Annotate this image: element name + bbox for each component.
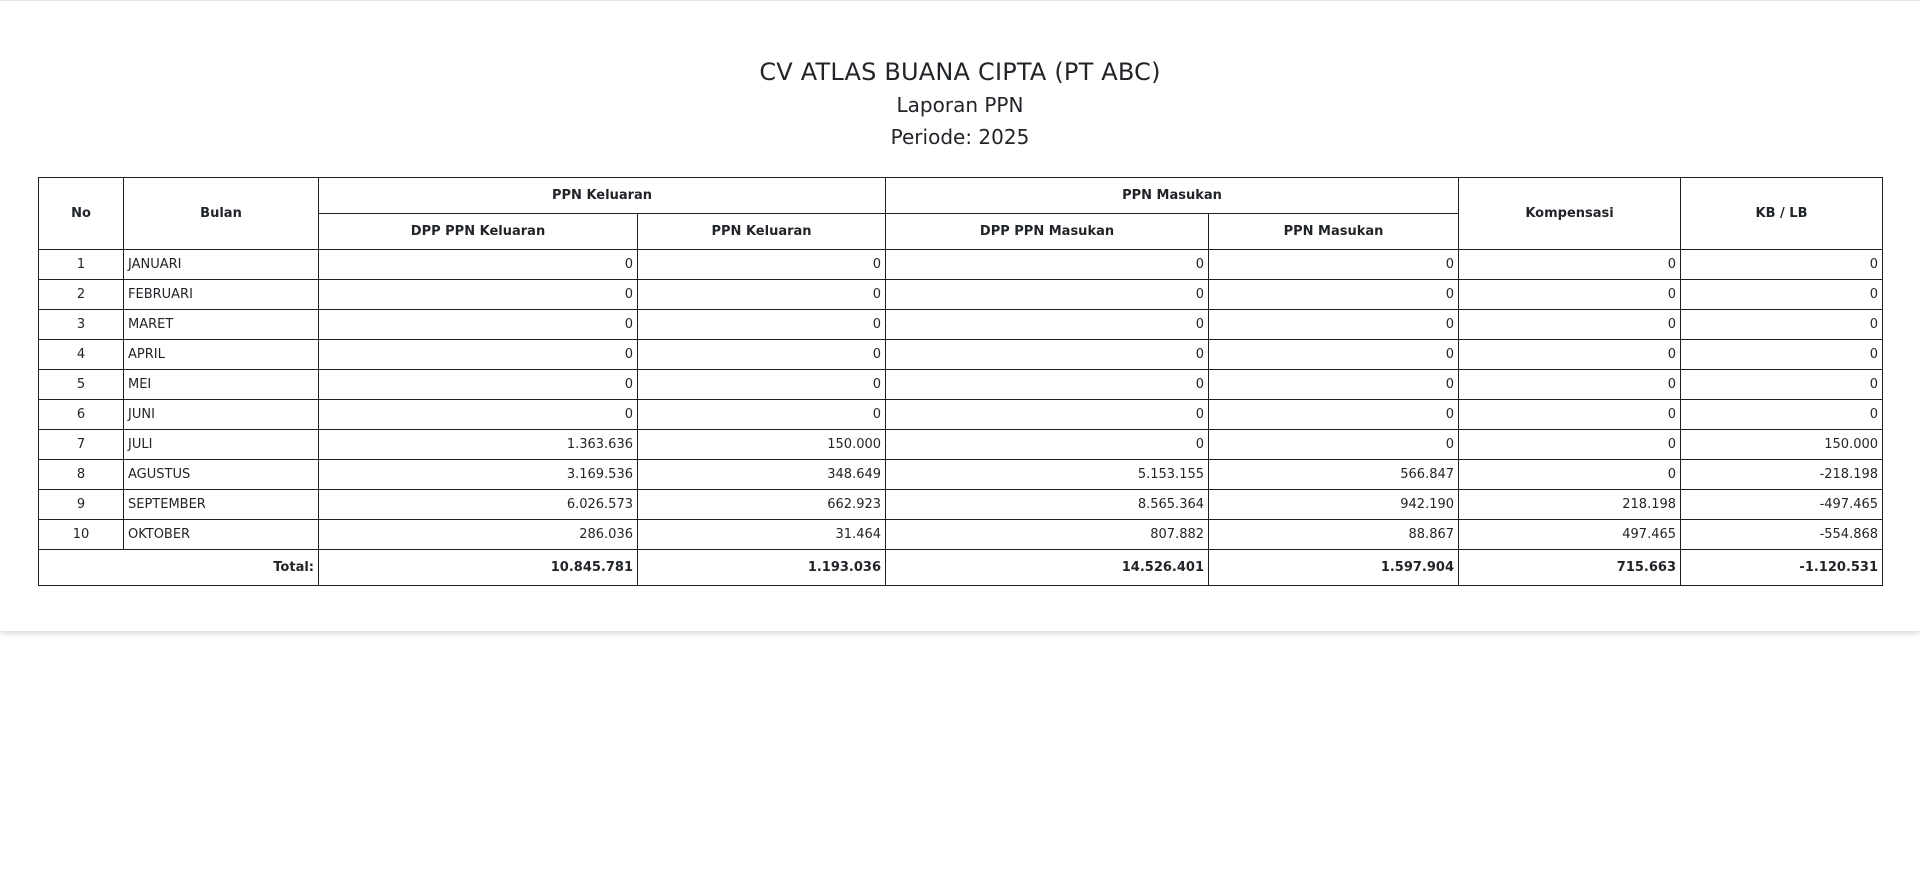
cell-kb-lb: 0 bbox=[1681, 310, 1883, 340]
header-dpp-ppn-masukan: DPP PPN Masukan bbox=[886, 214, 1209, 250]
cell-ppn-keluaran: 0 bbox=[638, 340, 886, 370]
cell-no: 6 bbox=[39, 400, 124, 430]
cell-ppn-masukan: 0 bbox=[1209, 250, 1459, 280]
cell-dpp-keluaran: 1.363.636 bbox=[319, 430, 638, 460]
header-ppn-masukan: PPN Masukan bbox=[1209, 214, 1459, 250]
cell-kompensasi: 0 bbox=[1459, 460, 1681, 490]
cell-kompensasi: 218.198 bbox=[1459, 490, 1681, 520]
cell-month: MEI bbox=[124, 370, 319, 400]
cell-dpp-masukan: 0 bbox=[886, 340, 1209, 370]
cell-dpp-keluaran: 0 bbox=[319, 400, 638, 430]
cell-ppn-keluaran: 662.923 bbox=[638, 490, 886, 520]
cell-dpp-keluaran: 0 bbox=[319, 370, 638, 400]
table-row bbox=[39, 310, 1883, 340]
cell-ppn-masukan: 0 bbox=[1209, 400, 1459, 430]
cell-month: AGUSTUS bbox=[124, 460, 319, 490]
cell-kb-lb: 0 bbox=[1681, 340, 1883, 370]
cell-month: JULI bbox=[124, 430, 319, 460]
cell-kb-lb: -218.198 bbox=[1681, 460, 1883, 490]
cell-ppn-masukan: 0 bbox=[1209, 310, 1459, 340]
cell-kb-lb: 0 bbox=[1681, 370, 1883, 400]
cell-month: SEPTEMBER bbox=[124, 490, 319, 520]
cell-ppn-masukan: 0 bbox=[1209, 430, 1459, 460]
cell-dpp-masukan: 0 bbox=[886, 430, 1209, 460]
total-dpp-keluaran: 10.845.781 bbox=[319, 550, 638, 586]
cell-ppn-keluaran: 0 bbox=[638, 310, 886, 340]
cell-ppn-masukan: 0 bbox=[1209, 280, 1459, 310]
cell-ppn-masukan: 566.847 bbox=[1209, 460, 1459, 490]
cell-kompensasi: 0 bbox=[1459, 340, 1681, 370]
header-ppn-keluaran: PPN Keluaran bbox=[638, 214, 886, 250]
cell-dpp-masukan: 0 bbox=[886, 400, 1209, 430]
cell-kompensasi: 0 bbox=[1459, 430, 1681, 460]
cell-ppn-masukan: 0 bbox=[1209, 370, 1459, 400]
table-head bbox=[39, 178, 1883, 250]
cell-kb-lb: 0 bbox=[1681, 250, 1883, 280]
report-title: Laporan PPN bbox=[896, 93, 1024, 117]
table-row bbox=[39, 490, 1883, 520]
cell-dpp-masukan: 0 bbox=[886, 250, 1209, 280]
table-row bbox=[39, 370, 1883, 400]
report-header bbox=[0, 1, 1920, 150]
cell-ppn-masukan: 0 bbox=[1209, 340, 1459, 370]
header-ppn-masukan-group: PPN Masukan bbox=[886, 178, 1459, 214]
cell-dpp-keluaran: 6.026.573 bbox=[319, 490, 638, 520]
table-row bbox=[39, 250, 1883, 280]
cell-kompensasi: 497.465 bbox=[1459, 520, 1681, 550]
cell-dpp-keluaran: 0 bbox=[319, 310, 638, 340]
table-body bbox=[39, 250, 1883, 550]
cell-month: MARET bbox=[124, 310, 319, 340]
total-label: Total: bbox=[39, 550, 319, 586]
total-row bbox=[39, 550, 1883, 586]
cell-kb-lb: -554.868 bbox=[1681, 520, 1883, 550]
cell-month: JANUARI bbox=[124, 250, 319, 280]
total-ppn-keluaran: 1.193.036 bbox=[638, 550, 886, 586]
cell-no: 1 bbox=[39, 250, 124, 280]
cell-kb-lb: 150.000 bbox=[1681, 430, 1883, 460]
cell-ppn-keluaran: 348.649 bbox=[638, 460, 886, 490]
table-row bbox=[39, 340, 1883, 370]
cell-no: 5 bbox=[39, 370, 124, 400]
company-title: CV ATLAS BUANA CIPTA (PT ABC) bbox=[759, 58, 1161, 86]
cell-ppn-keluaran: 31.464 bbox=[638, 520, 886, 550]
header-row-1 bbox=[39, 178, 1883, 214]
cell-dpp-masukan: 0 bbox=[886, 310, 1209, 340]
cell-no: 3 bbox=[39, 310, 124, 340]
report-period: Periode: 2025 bbox=[890, 125, 1030, 149]
total-kb-lb: -1.120.531 bbox=[1681, 550, 1883, 586]
cell-no: 7 bbox=[39, 430, 124, 460]
cell-month: OKTOBER bbox=[124, 520, 319, 550]
header-month: Bulan bbox=[124, 178, 319, 250]
cell-ppn-masukan: 88.867 bbox=[1209, 520, 1459, 550]
header-kompensasi: Kompensasi bbox=[1459, 178, 1681, 250]
cell-no: 10 bbox=[39, 520, 124, 550]
cell-dpp-masukan: 807.882 bbox=[886, 520, 1209, 550]
cell-no: 8 bbox=[39, 460, 124, 490]
cell-dpp-keluaran: 0 bbox=[319, 250, 638, 280]
header-ppn-keluaran-group: PPN Keluaran bbox=[319, 178, 886, 214]
cell-month: FEBRUARI bbox=[124, 280, 319, 310]
cell-kb-lb: 0 bbox=[1681, 400, 1883, 430]
cell-month: JUNI bbox=[124, 400, 319, 430]
cell-kompensasi: 0 bbox=[1459, 370, 1681, 400]
cell-kompensasi: 0 bbox=[1459, 400, 1681, 430]
header-no: No bbox=[39, 178, 124, 250]
table-foot bbox=[39, 550, 1883, 586]
cell-kompensasi: 0 bbox=[1459, 280, 1681, 310]
total-dpp-masukan: 14.526.401 bbox=[886, 550, 1209, 586]
cell-ppn-keluaran: 0 bbox=[638, 280, 886, 310]
total-kompensasi: 715.663 bbox=[1459, 550, 1681, 586]
cell-kb-lb: -497.465 bbox=[1681, 490, 1883, 520]
cell-dpp-keluaran: 286.036 bbox=[319, 520, 638, 550]
table-row bbox=[39, 400, 1883, 430]
cell-kb-lb: 0 bbox=[1681, 280, 1883, 310]
ppn-report-table bbox=[38, 177, 1883, 586]
cell-dpp-masukan: 0 bbox=[886, 280, 1209, 310]
table-row bbox=[39, 520, 1883, 550]
cell-ppn-keluaran: 150.000 bbox=[638, 430, 886, 460]
cell-no: 2 bbox=[39, 280, 124, 310]
cell-dpp-keluaran: 0 bbox=[319, 280, 638, 310]
cell-kompensasi: 0 bbox=[1459, 310, 1681, 340]
cell-kompensasi: 0 bbox=[1459, 250, 1681, 280]
cell-dpp-keluaran: 0 bbox=[319, 340, 638, 370]
cell-ppn-masukan: 942.190 bbox=[1209, 490, 1459, 520]
table-row bbox=[39, 430, 1883, 460]
header-dpp-ppn-keluaran: DPP PPN Keluaran bbox=[319, 214, 638, 250]
cell-ppn-keluaran: 0 bbox=[638, 400, 886, 430]
table-row bbox=[39, 460, 1883, 490]
table-row bbox=[39, 280, 1883, 310]
cell-dpp-masukan: 5.153.155 bbox=[886, 460, 1209, 490]
cell-dpp-masukan: 0 bbox=[886, 370, 1209, 400]
cell-ppn-keluaran: 0 bbox=[638, 250, 886, 280]
cell-ppn-keluaran: 0 bbox=[638, 370, 886, 400]
header-kb-lb: KB / LB bbox=[1681, 178, 1883, 250]
cell-no: 9 bbox=[39, 490, 124, 520]
total-ppn-masukan: 1.597.904 bbox=[1209, 550, 1459, 586]
cell-no: 4 bbox=[39, 340, 124, 370]
cell-month: APRIL bbox=[124, 340, 319, 370]
cell-dpp-keluaran: 3.169.536 bbox=[319, 460, 638, 490]
cell-dpp-masukan: 8.565.364 bbox=[886, 490, 1209, 520]
